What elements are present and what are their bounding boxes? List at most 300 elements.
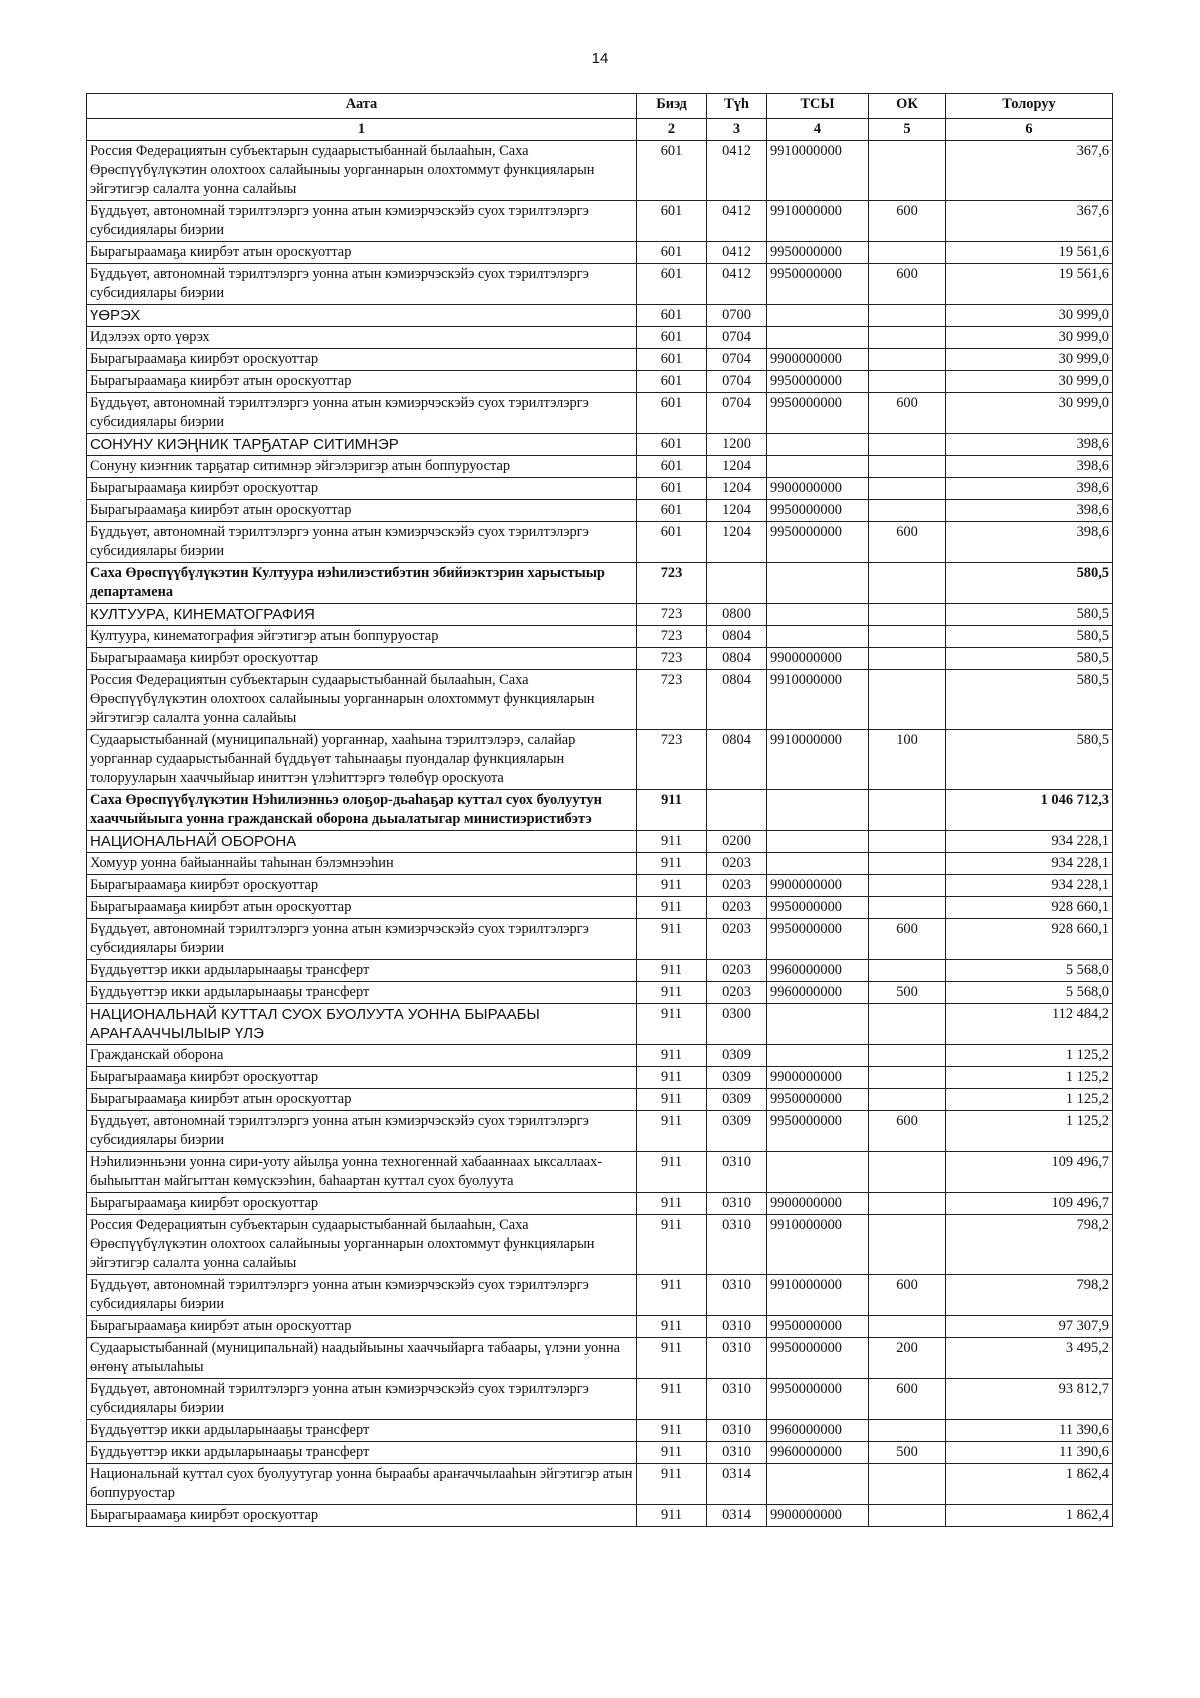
cell-name: Бырагыраамаҕа киирбэт ороскуоттар [87, 1067, 637, 1089]
table-row [87, 1215, 1113, 1275]
cell-tcy: 9910000000 [767, 201, 869, 242]
cell-biz: 723 [637, 730, 707, 790]
cell-sum: 30 999,0 [946, 393, 1113, 434]
cell-ok [869, 831, 946, 853]
cell-name: Бүддьүөт, автономнай тэрилтэлэргэ уонна атын кэмиэрчэскэйэ суох тэрилтэлэргэ субсидиялары биэрии [87, 1379, 637, 1420]
cell-biz: 911 [637, 1067, 707, 1089]
cell-tcy: 9900000000 [767, 349, 869, 371]
cell-biz: 911 [637, 982, 707, 1004]
cell-tcy: 9950000000 [767, 1089, 869, 1111]
cell-name: Бырагыраамаҕа киирбэт ороскуоттар [87, 349, 637, 371]
cell-tyh: 0310 [707, 1275, 767, 1316]
cell-tyh: 0203 [707, 897, 767, 919]
cell-tyh: 0310 [707, 1442, 767, 1464]
cell-name: Бүддьүөт, автономнай тэрилтэлэргэ уонна атын кэмиэрчэскэйэ суох тэрилтэлэргэ субсидиялары биэрии [87, 1275, 637, 1316]
cell-name: Бүддьүөттэр икки ардыларынааҕы трансферт [87, 1442, 637, 1464]
cell-biz: 911 [637, 1193, 707, 1215]
cell-biz: 601 [637, 201, 707, 242]
cell-biz: 911 [637, 1338, 707, 1379]
cell-ok: 600 [869, 1379, 946, 1420]
table-row [87, 141, 1113, 201]
cell-ok [869, 897, 946, 919]
cell-ok [869, 349, 946, 371]
cell-tyh: 0310 [707, 1379, 767, 1420]
cell-biz: 911 [637, 1111, 707, 1152]
cell-name: Саха Өрөспүүбүлүкэтин Нэһилиэнньэ олоҕор-дьаһаҕар куттал суох буолуутун хааччыйыыга уонна гражданскай оборона дьыалатыгар министиэристибэтэ [87, 790, 637, 831]
colnum-6: 6 [946, 119, 1113, 141]
cell-biz: 723 [637, 648, 707, 670]
table-row [87, 1379, 1113, 1420]
cell-sum: 580,5 [946, 563, 1113, 604]
cell-ok [869, 1505, 946, 1527]
cell-biz: 911 [637, 1089, 707, 1111]
cell-biz: 601 [637, 141, 707, 201]
cell-tyh: 0309 [707, 1111, 767, 1152]
table-row [87, 1505, 1113, 1527]
table-row [87, 1067, 1113, 1089]
cell-tyh: 0309 [707, 1089, 767, 1111]
cell-name: Бырагыраамаҕа киирбэт атын ороскуоттар [87, 1316, 637, 1338]
table-row [87, 604, 1113, 626]
cell-biz: 911 [637, 1379, 707, 1420]
cell-ok [869, 1152, 946, 1193]
column-number-row [87, 119, 1113, 141]
cell-name: Идэлээх орто үөрэх [87, 327, 637, 349]
cell-name: Бырагыраамаҕа киирбэт атын ороскуоттар [87, 371, 637, 393]
cell-tcy [767, 790, 869, 831]
cell-biz: 911 [637, 1152, 707, 1193]
table-row [87, 1464, 1113, 1505]
cell-sum: 580,5 [946, 730, 1113, 790]
cell-sum: 19 561,6 [946, 242, 1113, 264]
cell-biz: 601 [637, 434, 707, 456]
cell-sum: 1 862,4 [946, 1505, 1113, 1527]
cell-ok [869, 960, 946, 982]
table-row [87, 522, 1113, 563]
cell-tcy: 9950000000 [767, 1111, 869, 1152]
cell-name: СОНУНУ КИЭҢНИК ТАРҔАТАР СИТИМНЭР [87, 434, 637, 456]
cell-tcy: 9900000000 [767, 478, 869, 500]
table-row [87, 790, 1113, 831]
cell-tyh: 0310 [707, 1152, 767, 1193]
cell-sum: 934 228,1 [946, 875, 1113, 897]
cell-name: КУЛТУУРА, КИНЕМАТОГРАФИЯ [87, 604, 637, 626]
cell-biz: 911 [637, 1464, 707, 1505]
cell-ok: 500 [869, 1442, 946, 1464]
cell-biz: 911 [637, 831, 707, 853]
cell-tcy: 9950000000 [767, 1316, 869, 1338]
cell-biz: 601 [637, 371, 707, 393]
table-row [87, 434, 1113, 456]
cell-ok [869, 478, 946, 500]
cell-tyh: 0203 [707, 875, 767, 897]
cell-ok [869, 1464, 946, 1505]
colnum-1: 1 [87, 119, 637, 141]
table-row [87, 371, 1113, 393]
cell-name: НАЦИОНАЛЬНАЙ КУТТАЛ СУОХ БУОЛУУТА УОННА БЫРААБЫ АРАҤААЧЧЫЛЫЫР ҮЛЭ [87, 1004, 637, 1045]
cell-tyh: 0203 [707, 853, 767, 875]
cell-sum: 30 999,0 [946, 349, 1113, 371]
cell-name: Россия Федерациятын субъектарын судаарыстыбаннай былааһын, Саха Өрөспүүбүлүкэтин олохтоох салайыныы уорганнарын олохтоммут функцияларын эйгэтигэр салалта уонна салайыы [87, 1215, 637, 1275]
cell-tyh: 0300 [707, 1004, 767, 1045]
cell-tyh: 0704 [707, 349, 767, 371]
cell-tcy: 9910000000 [767, 141, 869, 201]
cell-tyh: 0804 [707, 626, 767, 648]
budget-table [86, 93, 1113, 1527]
table-row [87, 264, 1113, 305]
cell-tyh: 0804 [707, 730, 767, 790]
colnum-3: 3 [707, 119, 767, 141]
table-row [87, 1152, 1113, 1193]
cell-sum: 398,6 [946, 500, 1113, 522]
cell-tcy: 9910000000 [767, 670, 869, 730]
cell-sum: 11 390,6 [946, 1442, 1113, 1464]
cell-tyh: 0412 [707, 201, 767, 242]
cell-biz: 911 [637, 1215, 707, 1275]
table-row [87, 478, 1113, 500]
cell-tcy [767, 305, 869, 327]
cell-sum: 109 496,7 [946, 1193, 1113, 1215]
cell-tcy [767, 1004, 869, 1045]
cell-tcy: 9950000000 [767, 1338, 869, 1379]
cell-name: Бүддьүөт, автономнай тэрилтэлэргэ уонна атын кэмиэрчэскэйэ суох тэрилтэлэргэ субсидиялары биэрии [87, 1111, 637, 1152]
header-sum: Толоруу [946, 94, 1113, 119]
cell-name: Россия Федерациятын субъектарын судаарыстыбаннай былааһын, Саха Өрөспүүбүлүкэтин олохтоох салайыныы уорганнарын олохтоммут функцияларын эйгэтигэр салалта уонна салайыы [87, 670, 637, 730]
cell-biz: 601 [637, 242, 707, 264]
table-row [87, 1089, 1113, 1111]
cell-name: Бырагыраамаҕа киирбэт атын ороскуоттар [87, 897, 637, 919]
table-row [87, 500, 1113, 522]
cell-tcy [767, 831, 869, 853]
cell-ok [869, 1316, 946, 1338]
cell-name: Бүддьүөттэр икки ардыларынааҕы трансферт [87, 960, 637, 982]
cell-biz: 911 [637, 897, 707, 919]
cell-ok [869, 604, 946, 626]
cell-ok [869, 1089, 946, 1111]
table-row [87, 327, 1113, 349]
table-row [87, 563, 1113, 604]
cell-tcy: 9960000000 [767, 960, 869, 982]
table-row [87, 960, 1113, 982]
cell-ok [869, 853, 946, 875]
cell-tyh: 1200 [707, 434, 767, 456]
cell-tyh: 0310 [707, 1338, 767, 1379]
cell-name: Бырагыраамаҕа киирбэт ороскуоттар [87, 1193, 637, 1215]
cell-tcy: 9960000000 [767, 1420, 869, 1442]
cell-sum: 934 228,1 [946, 831, 1113, 853]
cell-name: Гражданскай оборона [87, 1045, 637, 1067]
cell-name: Судаарыстыбаннай (муниципальнай) уорганнар, хааһына тэрилтэлэрэ, салайар уорганнар судаарыстыбаннай бүддьүөт таһынааҕы пуондалар функцияларын толорууларын хааччыйыар иниттэн үлэһиттэргэ төлөбүр ороскуота [87, 730, 637, 790]
cell-sum: 928 660,1 [946, 919, 1113, 960]
header-tcy: ТСЫ [767, 94, 869, 119]
cell-tyh: 0310 [707, 1420, 767, 1442]
table-row [87, 648, 1113, 670]
cell-ok: 600 [869, 1111, 946, 1152]
cell-tcy [767, 604, 869, 626]
table-row [87, 626, 1113, 648]
cell-tyh: 0704 [707, 327, 767, 349]
table-row [87, 982, 1113, 1004]
page-number: 14 [591, 50, 609, 67]
cell-name: Бырагыраамаҕа киирбэт ороскуоттар [87, 1505, 637, 1527]
cell-sum: 580,5 [946, 670, 1113, 730]
cell-ok: 600 [869, 393, 946, 434]
cell-ok: 600 [869, 1275, 946, 1316]
cell-biz: 911 [637, 875, 707, 897]
cell-sum: 1 125,2 [946, 1111, 1113, 1152]
cell-ok [869, 790, 946, 831]
table-row [87, 242, 1113, 264]
cell-ok [869, 1004, 946, 1045]
table-row [87, 1193, 1113, 1215]
cell-tcy: 9950000000 [767, 393, 869, 434]
cell-tyh: 0203 [707, 919, 767, 960]
cell-biz: 911 [637, 1505, 707, 1527]
cell-tyh: 0310 [707, 1193, 767, 1215]
cell-tyh: 0804 [707, 670, 767, 730]
cell-biz: 601 [637, 522, 707, 563]
cell-name: Бырагыраамаҕа киирбэт атын ороскуоттар [87, 242, 637, 264]
table-row [87, 1442, 1113, 1464]
cell-ok [869, 626, 946, 648]
cell-tcy: 9900000000 [767, 1193, 869, 1215]
cell-sum: 580,5 [946, 648, 1113, 670]
cell-ok [869, 141, 946, 201]
cell-biz: 601 [637, 327, 707, 349]
cell-tcy: 9900000000 [767, 648, 869, 670]
cell-tyh: 0200 [707, 831, 767, 853]
cell-tyh: 0412 [707, 264, 767, 305]
cell-name: Бүддьүөт, автономнай тэрилтэлэргэ уонна атын кэмиэрчэскэйэ суох тэрилтэлэргэ субсидиялары биэрии [87, 522, 637, 563]
cell-tyh: 0310 [707, 1316, 767, 1338]
cell-name: Бүддьүөт, автономнай тэрилтэлэргэ уонна атын кэмиэрчэскэйэ суох тэрилтэлэргэ субсидиялары биэрии [87, 919, 637, 960]
cell-tyh: 0704 [707, 371, 767, 393]
cell-tyh: 0309 [707, 1067, 767, 1089]
cell-sum: 398,6 [946, 478, 1113, 500]
cell-name: Сонуну киэҥник тарҕатар ситимнэр эйгэлэригэр атын боппуруостар [87, 456, 637, 478]
cell-ok: 100 [869, 730, 946, 790]
cell-name: Бырагыраамаҕа киирбэт ороскуоттар [87, 875, 637, 897]
cell-tcy: 9950000000 [767, 1379, 869, 1420]
cell-name: Бүддьүөт, автономнай тэрилтэлэргэ уонна атын кэмиэрчэскэйэ суох тэрилтэлэргэ субсидиялары биэрии [87, 393, 637, 434]
cell-tcy [767, 1464, 869, 1505]
cell-sum: 928 660,1 [946, 897, 1113, 919]
cell-name: НАЦИОНАЛЬНАЙ ОБОРОНА [87, 831, 637, 853]
cell-ok: 500 [869, 982, 946, 1004]
cell-name: Хомуур уонна байыаннайы таһынан бэлэмнээһин [87, 853, 637, 875]
cell-biz: 601 [637, 264, 707, 305]
cell-sum: 11 390,6 [946, 1420, 1113, 1442]
cell-biz: 601 [637, 500, 707, 522]
cell-ok: 600 [869, 264, 946, 305]
cell-ok [869, 434, 946, 456]
cell-tcy [767, 456, 869, 478]
cell-tyh: 0203 [707, 960, 767, 982]
header-name: Аата [87, 94, 637, 119]
cell-biz: 601 [637, 456, 707, 478]
cell-biz: 911 [637, 1316, 707, 1338]
cell-tcy [767, 327, 869, 349]
table-row [87, 853, 1113, 875]
cell-ok [869, 456, 946, 478]
cell-sum: 798,2 [946, 1275, 1113, 1316]
cell-name: Бүддьүөт, автономнай тэрилтэлэргэ уонна атын кэмиэрчэскэйэ суох тэрилтэлэргэ субсидиялары биэрии [87, 264, 637, 305]
cell-tyh: 0310 [707, 1215, 767, 1275]
cell-name: Бырагыраамаҕа киирбэт ороскуоттар [87, 478, 637, 500]
cell-biz: 723 [637, 670, 707, 730]
table-row [87, 456, 1113, 478]
cell-sum: 1 046 712,3 [946, 790, 1113, 831]
table-row [87, 305, 1113, 327]
colnum-5: 5 [869, 119, 946, 141]
cell-tyh: 1204 [707, 522, 767, 563]
cell-sum: 109 496,7 [946, 1152, 1113, 1193]
cell-name: Судаарыстыбаннай (муниципальнай) наадыйыыны хааччыйарга табаары, үлэни уонна өҥөнү атыылаһыы [87, 1338, 637, 1379]
colnum-2: 2 [637, 119, 707, 141]
cell-ok: 200 [869, 1338, 946, 1379]
cell-biz: 911 [637, 1275, 707, 1316]
cell-biz: 723 [637, 626, 707, 648]
cell-sum: 398,6 [946, 434, 1113, 456]
cell-tyh: 0314 [707, 1505, 767, 1527]
cell-name: ҮӨРЭХ [87, 305, 637, 327]
cell-sum: 934 228,1 [946, 853, 1113, 875]
cell-tcy: 9910000000 [767, 1215, 869, 1275]
cell-tcy: 9950000000 [767, 371, 869, 393]
cell-ok [869, 670, 946, 730]
cell-sum: 30 999,0 [946, 327, 1113, 349]
table-row [87, 1045, 1113, 1067]
header-biz: Биэд [637, 94, 707, 119]
cell-tyh: 0412 [707, 242, 767, 264]
cell-sum: 3 495,2 [946, 1338, 1113, 1379]
cell-biz: 911 [637, 1420, 707, 1442]
cell-biz: 911 [637, 1004, 707, 1045]
cell-ok [869, 1215, 946, 1275]
cell-ok [869, 242, 946, 264]
cell-ok [869, 1045, 946, 1067]
cell-name: Бырагыраамаҕа киирбэт атын ороскуоттар [87, 1089, 637, 1111]
cell-tcy [767, 563, 869, 604]
cell-tyh: 0309 [707, 1045, 767, 1067]
table-row [87, 897, 1113, 919]
cell-sum: 580,5 [946, 604, 1113, 626]
cell-tyh: 0700 [707, 305, 767, 327]
cell-sum: 30 999,0 [946, 305, 1113, 327]
table-row [87, 1316, 1113, 1338]
cell-tcy [767, 1045, 869, 1067]
cell-ok [869, 500, 946, 522]
table-row [87, 1275, 1113, 1316]
table-header [87, 94, 1113, 141]
table-row [87, 1338, 1113, 1379]
cell-name: Нэһилиэнньэни уонна сири-уоту айылҕа уонна техногеннай хабааннаах ыксаллаах-быһыыттан майгыттан көмүскээһин, баһаартан куттал суох буолуута [87, 1152, 637, 1193]
cell-tcy: 9950000000 [767, 522, 869, 563]
table-body [87, 141, 1113, 1527]
cell-tcy: 9960000000 [767, 1442, 869, 1464]
cell-tcy: 9950000000 [767, 500, 869, 522]
cell-name: Бүддьүөттэр икки ардыларынааҕы трансферт [87, 982, 637, 1004]
cell-biz: 723 [637, 604, 707, 626]
cell-tcy: 9900000000 [767, 1067, 869, 1089]
cell-tcy [767, 434, 869, 456]
cell-tcy: 9910000000 [767, 1275, 869, 1316]
cell-tyh [707, 790, 767, 831]
cell-biz: 911 [637, 919, 707, 960]
table-row [87, 349, 1113, 371]
cell-ok [869, 1420, 946, 1442]
cell-tcy [767, 1152, 869, 1193]
cell-sum: 1 125,2 [946, 1089, 1113, 1111]
cell-biz: 911 [637, 960, 707, 982]
cell-tcy: 9950000000 [767, 264, 869, 305]
cell-tyh: 0704 [707, 393, 767, 434]
cell-tcy: 9950000000 [767, 897, 869, 919]
cell-ok: 600 [869, 919, 946, 960]
cell-biz: 911 [637, 1045, 707, 1067]
cell-biz: 723 [637, 563, 707, 604]
cell-tcy: 9910000000 [767, 730, 869, 790]
cell-tcy [767, 853, 869, 875]
cell-biz: 601 [637, 478, 707, 500]
cell-sum: 97 307,9 [946, 1316, 1113, 1338]
cell-ok [869, 327, 946, 349]
cell-sum: 367,6 [946, 201, 1113, 242]
cell-tcy: 9900000000 [767, 1505, 869, 1527]
cell-tcy: 9950000000 [767, 919, 869, 960]
cell-tyh: 0412 [707, 141, 767, 201]
cell-biz: 601 [637, 349, 707, 371]
table-row [87, 831, 1113, 853]
cell-tcy: 9960000000 [767, 982, 869, 1004]
table-row [87, 919, 1113, 960]
cell-ok [869, 648, 946, 670]
cell-ok [869, 563, 946, 604]
table-row [87, 393, 1113, 434]
cell-tyh: 1204 [707, 456, 767, 478]
cell-tyh: 0804 [707, 648, 767, 670]
cell-biz: 911 [637, 1442, 707, 1464]
table-row [87, 1111, 1113, 1152]
cell-name: Национальнай куттал суох буолуутугар уонна быраабы араҥаччылааһын эйгэтигэр атын боппуруостар [87, 1464, 637, 1505]
table-row [87, 201, 1113, 242]
cell-ok [869, 305, 946, 327]
table-row [87, 1420, 1113, 1442]
cell-tyh: 0203 [707, 982, 767, 1004]
cell-sum: 1 125,2 [946, 1045, 1113, 1067]
cell-ok [869, 371, 946, 393]
header-ok: ОК [869, 94, 946, 119]
cell-ok: 600 [869, 522, 946, 563]
cell-tyh: 1204 [707, 500, 767, 522]
table-row [87, 1004, 1113, 1045]
cell-tcy: 9950000000 [767, 242, 869, 264]
cell-name: Россия Федерациятын субъектарын судаарыстыбаннай былааһын, Саха Өрөспүүбүлүкэтин олохтоох салайыныы уорганнарын олохтоммут функцияларын эйгэтигэр салалта уонна салайыы [87, 141, 637, 201]
header-tyh: Түһ [707, 94, 767, 119]
cell-name: Саха Өрөспүүбүлүкэтин Култуура нэһилиэстибэтин эбийиэктэрин харыстыыр департамена [87, 563, 637, 604]
cell-biz: 601 [637, 393, 707, 434]
cell-biz: 911 [637, 790, 707, 831]
cell-sum: 19 561,6 [946, 264, 1113, 305]
cell-name: Култуура, кинематография эйгэтигэр атын боппуруостар [87, 626, 637, 648]
cell-biz: 601 [637, 305, 707, 327]
cell-biz: 911 [637, 853, 707, 875]
cell-sum: 367,6 [946, 141, 1113, 201]
cell-tyh [707, 563, 767, 604]
table-row [87, 670, 1113, 730]
table-row [87, 875, 1113, 897]
cell-ok [869, 1067, 946, 1089]
